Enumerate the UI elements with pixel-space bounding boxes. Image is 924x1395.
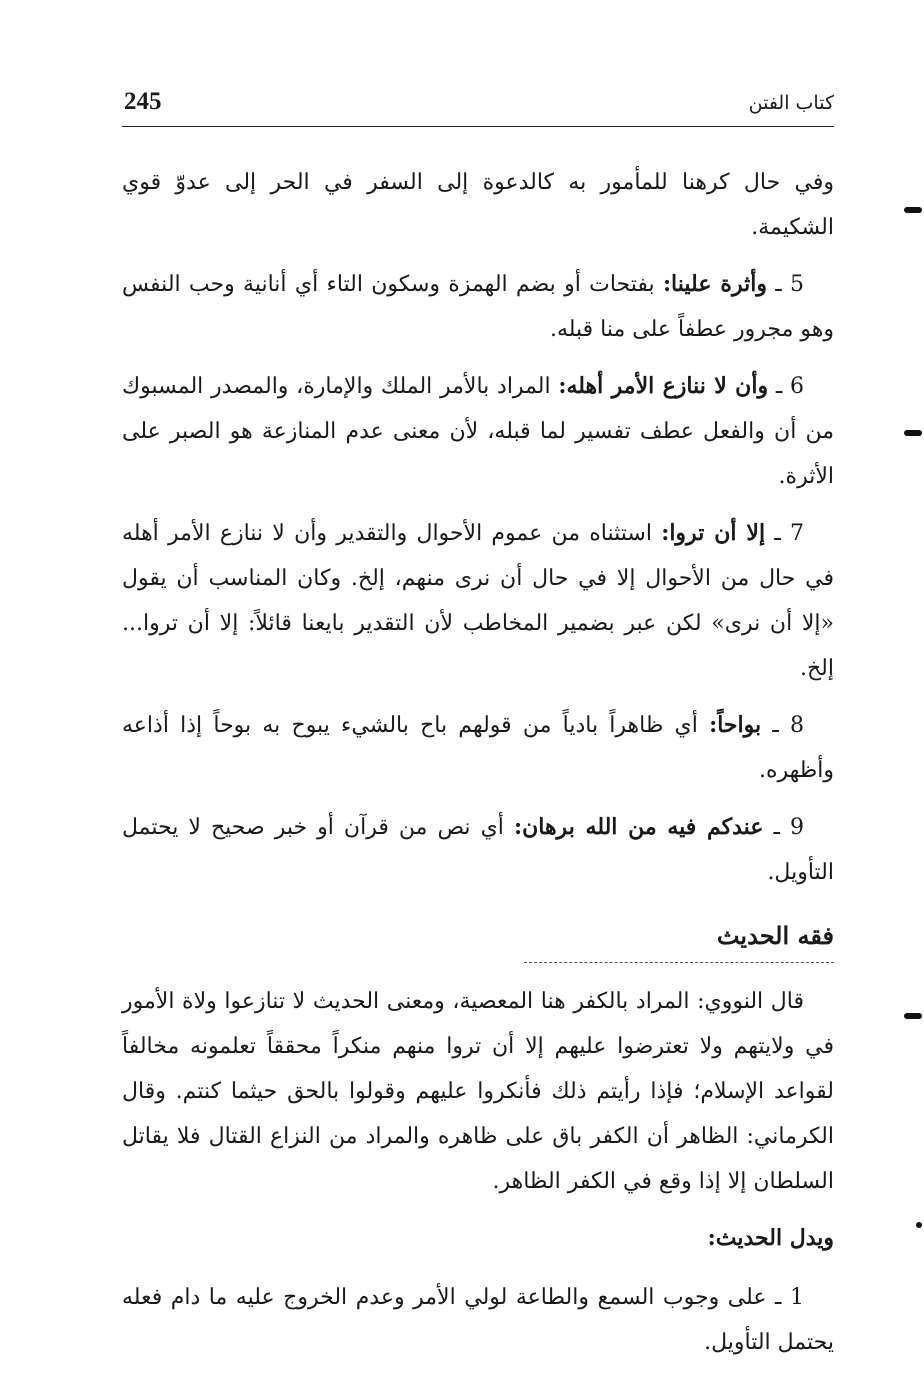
section-heading: فقه الحديث bbox=[716, 921, 834, 950]
header-rule bbox=[122, 126, 834, 127]
note-6-term: وأن لا ننازع الأمر أهله: bbox=[558, 373, 769, 399]
sub-heading: ويدل الحديث: bbox=[707, 1225, 834, 1251]
note-7-text: استثناه من عموم الأحوال والتقدير وأن لا ننازع الأمر أهله في حال من الأحوال إلا في حال أن نرى منهم، إلخ. وكان المناسب أن يقول «إلا أن نرى» لكن عبر بضمير المخاطب لأن التقدير بايعنا قائلاً: إلا أن تروا... إلخ. bbox=[122, 521, 834, 681]
note-5-term: وأثرة علينا: bbox=[662, 271, 767, 297]
running-title: كتاب الفتن bbox=[748, 92, 834, 114]
note-9-text: أي نص من قرآن أو خبر صحيح لا يحتمل التأويل. bbox=[122, 815, 834, 885]
note-5-text: بفتحات أو بضم الهمزة وسكون التاء أي أنانية وحب النفس وهو مجرور عطفاً على منا قبله. bbox=[122, 272, 834, 342]
paragraph-commentary: قال النووي: المراد بالكفر هنا المعصية، ومعنى الحديث لا تنازعوا ولاة الأمور في ولايتهم ولا تعترضوا عليهم إلا أن تروا منهم منكراً محققاً تعلمونه مخالفاً لقواعد الإسلام؛ فإذا رأيتم ذلك فأنكروا عليهم وقولوا بالحق حيثما كنتم. وقال الكرماني: الظاهر أن الكفر باق على ظاهره والمراد من النزاع القتال فلا يقاتل السلطان إلا إذا وقع في الكفر الظاهر. bbox=[122, 989, 834, 1194]
note-9 bbox=[122, 805, 834, 895]
paragraph-intro: وفي حال كرهنا للمأمور به كالدعوة إلى السفر في الحر إلى عدوّ قوي الشكيمة. bbox=[122, 170, 834, 240]
note-8-number: 8 ـ bbox=[772, 713, 804, 738]
note-5 bbox=[122, 262, 834, 352]
note-9-term: عندكم فيه من الله برهان: bbox=[513, 814, 764, 840]
note-6-number: 6 ـ bbox=[775, 374, 804, 399]
section-heading-container bbox=[524, 907, 834, 963]
margin-mark bbox=[904, 207, 922, 213]
page-body bbox=[122, 160, 834, 1377]
page-number: 245 bbox=[124, 88, 162, 115]
paragraph-point-1: 1 ـ على وجوب السمع والطاعة لولي الأمر وعدم الخروج عليه ما دام فعله يحتمل التأويل. bbox=[122, 1285, 834, 1355]
note-8 bbox=[122, 703, 834, 793]
note-6-text: المراد بالأمر الملك والإمارة، والمصدر المسبوك من أن والفعل عطف تفسير لما قبله، لأن معنى عدم المنازعة هو الصبر على الأثرة. bbox=[122, 374, 834, 489]
margin-mark bbox=[916, 1222, 922, 1228]
margin-mark bbox=[904, 1013, 922, 1019]
note-8-text: أي ظاهراً بادياً من قولهم باح بالشيء يبوح به بوحاً إذا أذاعه وأظهره. bbox=[122, 713, 834, 783]
note-5-number: 5 ـ bbox=[775, 272, 804, 297]
note-9-number: 9 ـ bbox=[773, 815, 804, 840]
note-7 bbox=[122, 511, 834, 691]
note-7-term: إلا أن تروا: bbox=[661, 520, 766, 546]
margin-mark bbox=[904, 430, 922, 436]
note-8-term: بواحاً: bbox=[709, 712, 762, 738]
note-6 bbox=[122, 364, 834, 499]
note-7-number: 7 ـ bbox=[774, 521, 804, 546]
